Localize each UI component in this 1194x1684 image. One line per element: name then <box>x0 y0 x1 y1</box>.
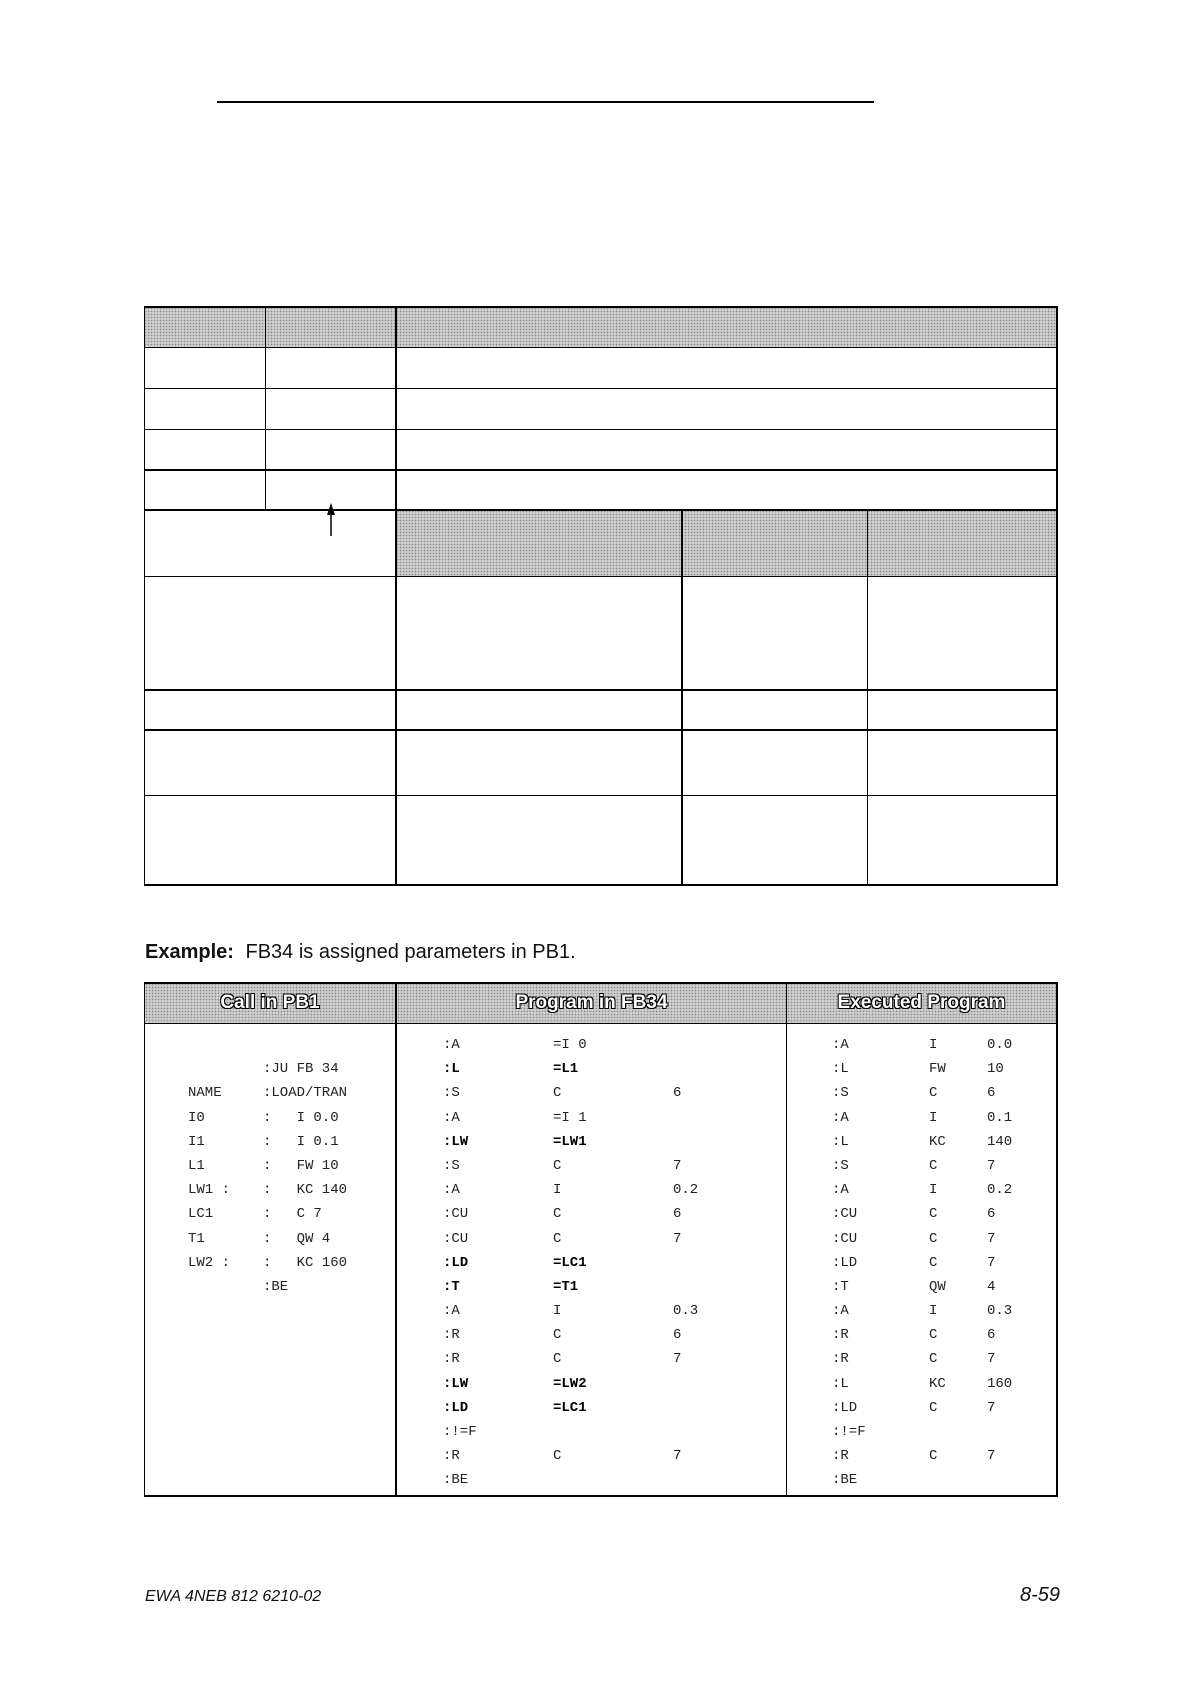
code-token: :LW <box>443 1133 469 1150</box>
code-token: :LD <box>443 1399 469 1416</box>
parameter-table-header <box>144 307 1057 347</box>
code-token: C <box>929 1327 938 1344</box>
code-token: 0.2 <box>673 1182 699 1199</box>
code-token: I1 <box>188 1133 205 1150</box>
code-line <box>443 1106 773 1130</box>
code-line <box>832 1106 1042 1130</box>
code-token: :CU <box>443 1206 469 1223</box>
code-token: :L <box>832 1061 849 1078</box>
code-token: :BE <box>263 1278 289 1295</box>
executed-program-listing <box>832 1033 1042 1493</box>
header-executed-program: Executed Program <box>837 992 1006 1013</box>
code-line <box>832 1468 1042 1492</box>
code-token: C <box>553 1351 562 1368</box>
example-caption <box>145 941 576 964</box>
code-token: : QW 4 <box>263 1230 331 1247</box>
code-line <box>832 1372 1042 1396</box>
code-token: 0.0 <box>987 1037 1013 1053</box>
example-text: FB34 is assigned parameters in PB1. <box>245 941 576 963</box>
code-line <box>443 1420 773 1444</box>
code-token: :A <box>832 1037 849 1053</box>
code-token: :A <box>443 1182 460 1199</box>
code-token: 7 <box>987 1399 996 1416</box>
code-token: :A <box>443 1303 460 1320</box>
code-token: =LW1 <box>553 1133 587 1150</box>
code-line <box>188 1081 388 1105</box>
code-token: I <box>929 1182 938 1199</box>
code-line <box>443 1396 773 1420</box>
code-line <box>832 1154 1042 1178</box>
code-token: C <box>929 1157 938 1174</box>
code-token: 7 <box>673 1448 682 1465</box>
code-line <box>443 1372 773 1396</box>
code-token: :BE <box>832 1472 858 1489</box>
code-token: :!=F <box>443 1424 477 1440</box>
code-token: :LD <box>443 1254 469 1271</box>
code-token: KC <box>929 1133 946 1150</box>
code-line <box>832 1081 1042 1105</box>
code-token: C <box>929 1399 938 1416</box>
code-token: 6 <box>987 1206 996 1223</box>
code-line <box>832 1202 1042 1226</box>
code-token: :A <box>832 1109 849 1126</box>
up-arrow-icon <box>324 503 338 537</box>
code-line <box>188 1227 388 1251</box>
code-line <box>443 1444 773 1468</box>
code-line <box>443 1154 773 1178</box>
code-line <box>443 1130 773 1154</box>
code-token: =I 0 <box>553 1037 587 1053</box>
code-line <box>443 1468 773 1492</box>
parameter-table-subheader <box>396 510 1057 576</box>
code-token: I <box>553 1182 562 1199</box>
code-token: :BE <box>443 1472 469 1489</box>
code-token: 0.1 <box>987 1109 1013 1126</box>
code-token: I <box>553 1303 562 1320</box>
code-token: : FW 10 <box>263 1157 339 1174</box>
code-token: 7 <box>673 1230 682 1247</box>
code-line <box>832 1057 1042 1081</box>
code-token: LW2 : <box>188 1254 231 1271</box>
code-token: C <box>553 1448 562 1465</box>
code-line <box>188 1202 388 1226</box>
code-line <box>832 1033 1042 1057</box>
code-line <box>188 1154 388 1178</box>
code-token: =LC1 <box>553 1399 587 1416</box>
code-token: =LC1 <box>553 1254 587 1271</box>
code-token: 7 <box>987 1448 996 1465</box>
code-token: C <box>553 1327 562 1344</box>
code-token: :CU <box>443 1230 469 1247</box>
code-line <box>443 1178 773 1202</box>
code-token: 6 <box>673 1206 682 1223</box>
code-line <box>443 1227 773 1251</box>
code-line <box>832 1396 1042 1420</box>
code-token: :S <box>832 1157 849 1174</box>
page-number: 8-59 <box>1019 1584 1060 1606</box>
code-token: C <box>929 1230 938 1247</box>
code-token: 7 <box>987 1230 996 1247</box>
code-token: : I 0.1 <box>263 1133 339 1150</box>
code-token: :LD <box>832 1254 858 1271</box>
example-label: Example: <box>145 941 234 963</box>
code-token: 7 <box>673 1157 682 1174</box>
code-token: C <box>553 1206 562 1223</box>
code-line <box>832 1275 1042 1299</box>
code-token: :S <box>832 1085 849 1102</box>
code-token: :R <box>443 1351 460 1368</box>
code-line <box>443 1275 773 1299</box>
code-line <box>832 1420 1042 1444</box>
code-line <box>443 1057 773 1081</box>
code-token: I <box>929 1037 938 1053</box>
code-token: 6 <box>673 1085 682 1102</box>
code-line <box>188 1033 388 1057</box>
code-line <box>832 1444 1042 1468</box>
code-token: :T <box>443 1278 460 1295</box>
code-token: =I 1 <box>553 1109 587 1126</box>
code-line <box>832 1323 1042 1347</box>
code-token: :L <box>832 1375 849 1392</box>
code-token: :S <box>443 1157 460 1174</box>
code-token: 0.3 <box>673 1303 699 1320</box>
code-line <box>832 1130 1042 1154</box>
code-token: : KC 140 <box>263 1182 348 1199</box>
code-token: :CU <box>832 1206 858 1223</box>
code-token: :!=F <box>832 1424 866 1440</box>
code-line <box>188 1106 388 1130</box>
program-in-fb34-listing <box>443 1033 773 1493</box>
code-token: : C 7 <box>263 1206 322 1223</box>
code-token: I0 <box>188 1109 205 1126</box>
code-token: 0.2 <box>987 1182 1013 1199</box>
code-token: :R <box>832 1448 849 1465</box>
code-token: :LD <box>832 1399 858 1416</box>
code-line <box>443 1202 773 1226</box>
code-token: T1 <box>188 1230 205 1247</box>
code-token: :CU <box>832 1230 858 1247</box>
code-token: 160 <box>987 1375 1013 1392</box>
header-program-in-fb34: Program in FB34 <box>515 992 668 1013</box>
code-token: :JU FB 34 <box>263 1061 339 1078</box>
code-token: :L <box>832 1133 849 1150</box>
code-line <box>832 1178 1042 1202</box>
code-line <box>188 1057 388 1081</box>
code-token: C <box>553 1230 562 1247</box>
code-token: :A <box>832 1182 849 1199</box>
code-token: :A <box>443 1037 460 1053</box>
code-line <box>188 1178 388 1202</box>
code-token: I <box>929 1303 938 1320</box>
code-line <box>443 1347 773 1371</box>
code-token: : KC 160 <box>263 1254 348 1271</box>
document-id: EWA 4NEB 812 6210-02 <box>145 1588 322 1605</box>
code-token: :A <box>832 1303 849 1320</box>
call-in-pb1-listing <box>188 1033 388 1299</box>
code-line <box>443 1299 773 1323</box>
code-token: 7 <box>987 1157 996 1174</box>
code-token: I <box>929 1109 938 1126</box>
code-token: :L <box>443 1061 460 1078</box>
code-token: 7 <box>673 1351 682 1368</box>
code-token: C <box>929 1085 938 1102</box>
code-token: 6 <box>673 1327 682 1344</box>
code-line <box>443 1033 773 1057</box>
code-token: L1 <box>188 1157 205 1174</box>
code-token: :R <box>443 1448 460 1465</box>
header-call-in-pb1: Call in PB1 <box>220 992 320 1013</box>
code-token: =L1 <box>553 1061 579 1078</box>
code-token: NAME <box>188 1085 222 1102</box>
code-line <box>188 1251 388 1275</box>
code-token: LW1 : <box>188 1182 231 1199</box>
code-token: FW <box>929 1061 946 1078</box>
code-token: :R <box>832 1327 849 1344</box>
code-token: : I 0.0 <box>263 1109 339 1126</box>
code-token: :R <box>832 1351 849 1368</box>
code-token: C <box>929 1206 938 1223</box>
code-token: :R <box>443 1327 460 1344</box>
code-line <box>188 1130 388 1154</box>
code-token: 6 <box>987 1327 996 1344</box>
code-token: 6 <box>987 1085 996 1102</box>
code-token: LC1 <box>188 1206 214 1223</box>
code-line <box>832 1299 1042 1323</box>
code-token: 10 <box>987 1061 1004 1078</box>
code-token: =T1 <box>553 1278 579 1295</box>
code-line <box>443 1251 773 1275</box>
code-token: C <box>929 1351 938 1368</box>
code-line <box>188 1275 388 1299</box>
code-token: :T <box>832 1278 849 1295</box>
code-line <box>832 1227 1042 1251</box>
code-token: C <box>553 1085 562 1102</box>
code-token: 4 <box>987 1278 996 1295</box>
code-token: :A <box>443 1109 460 1126</box>
header-rule <box>217 101 874 103</box>
code-token: 0.3 <box>987 1303 1013 1320</box>
code-line <box>443 1081 773 1105</box>
code-token: C <box>929 1254 938 1271</box>
code-token: C <box>553 1157 562 1174</box>
code-token: 7 <box>987 1351 996 1368</box>
code-token: C <box>929 1448 938 1465</box>
code-token: :S <box>443 1085 460 1102</box>
code-line <box>443 1323 773 1347</box>
code-token: 7 <box>987 1254 996 1271</box>
code-token: :LW <box>443 1375 469 1392</box>
code-token: :LOAD/TRAN <box>263 1085 348 1102</box>
code-line <box>832 1347 1042 1371</box>
code-token: KC <box>929 1375 946 1392</box>
code-line <box>832 1251 1042 1275</box>
code-token: QW <box>929 1278 946 1295</box>
code-token: =LW2 <box>553 1375 587 1392</box>
code-token: 140 <box>987 1133 1013 1150</box>
